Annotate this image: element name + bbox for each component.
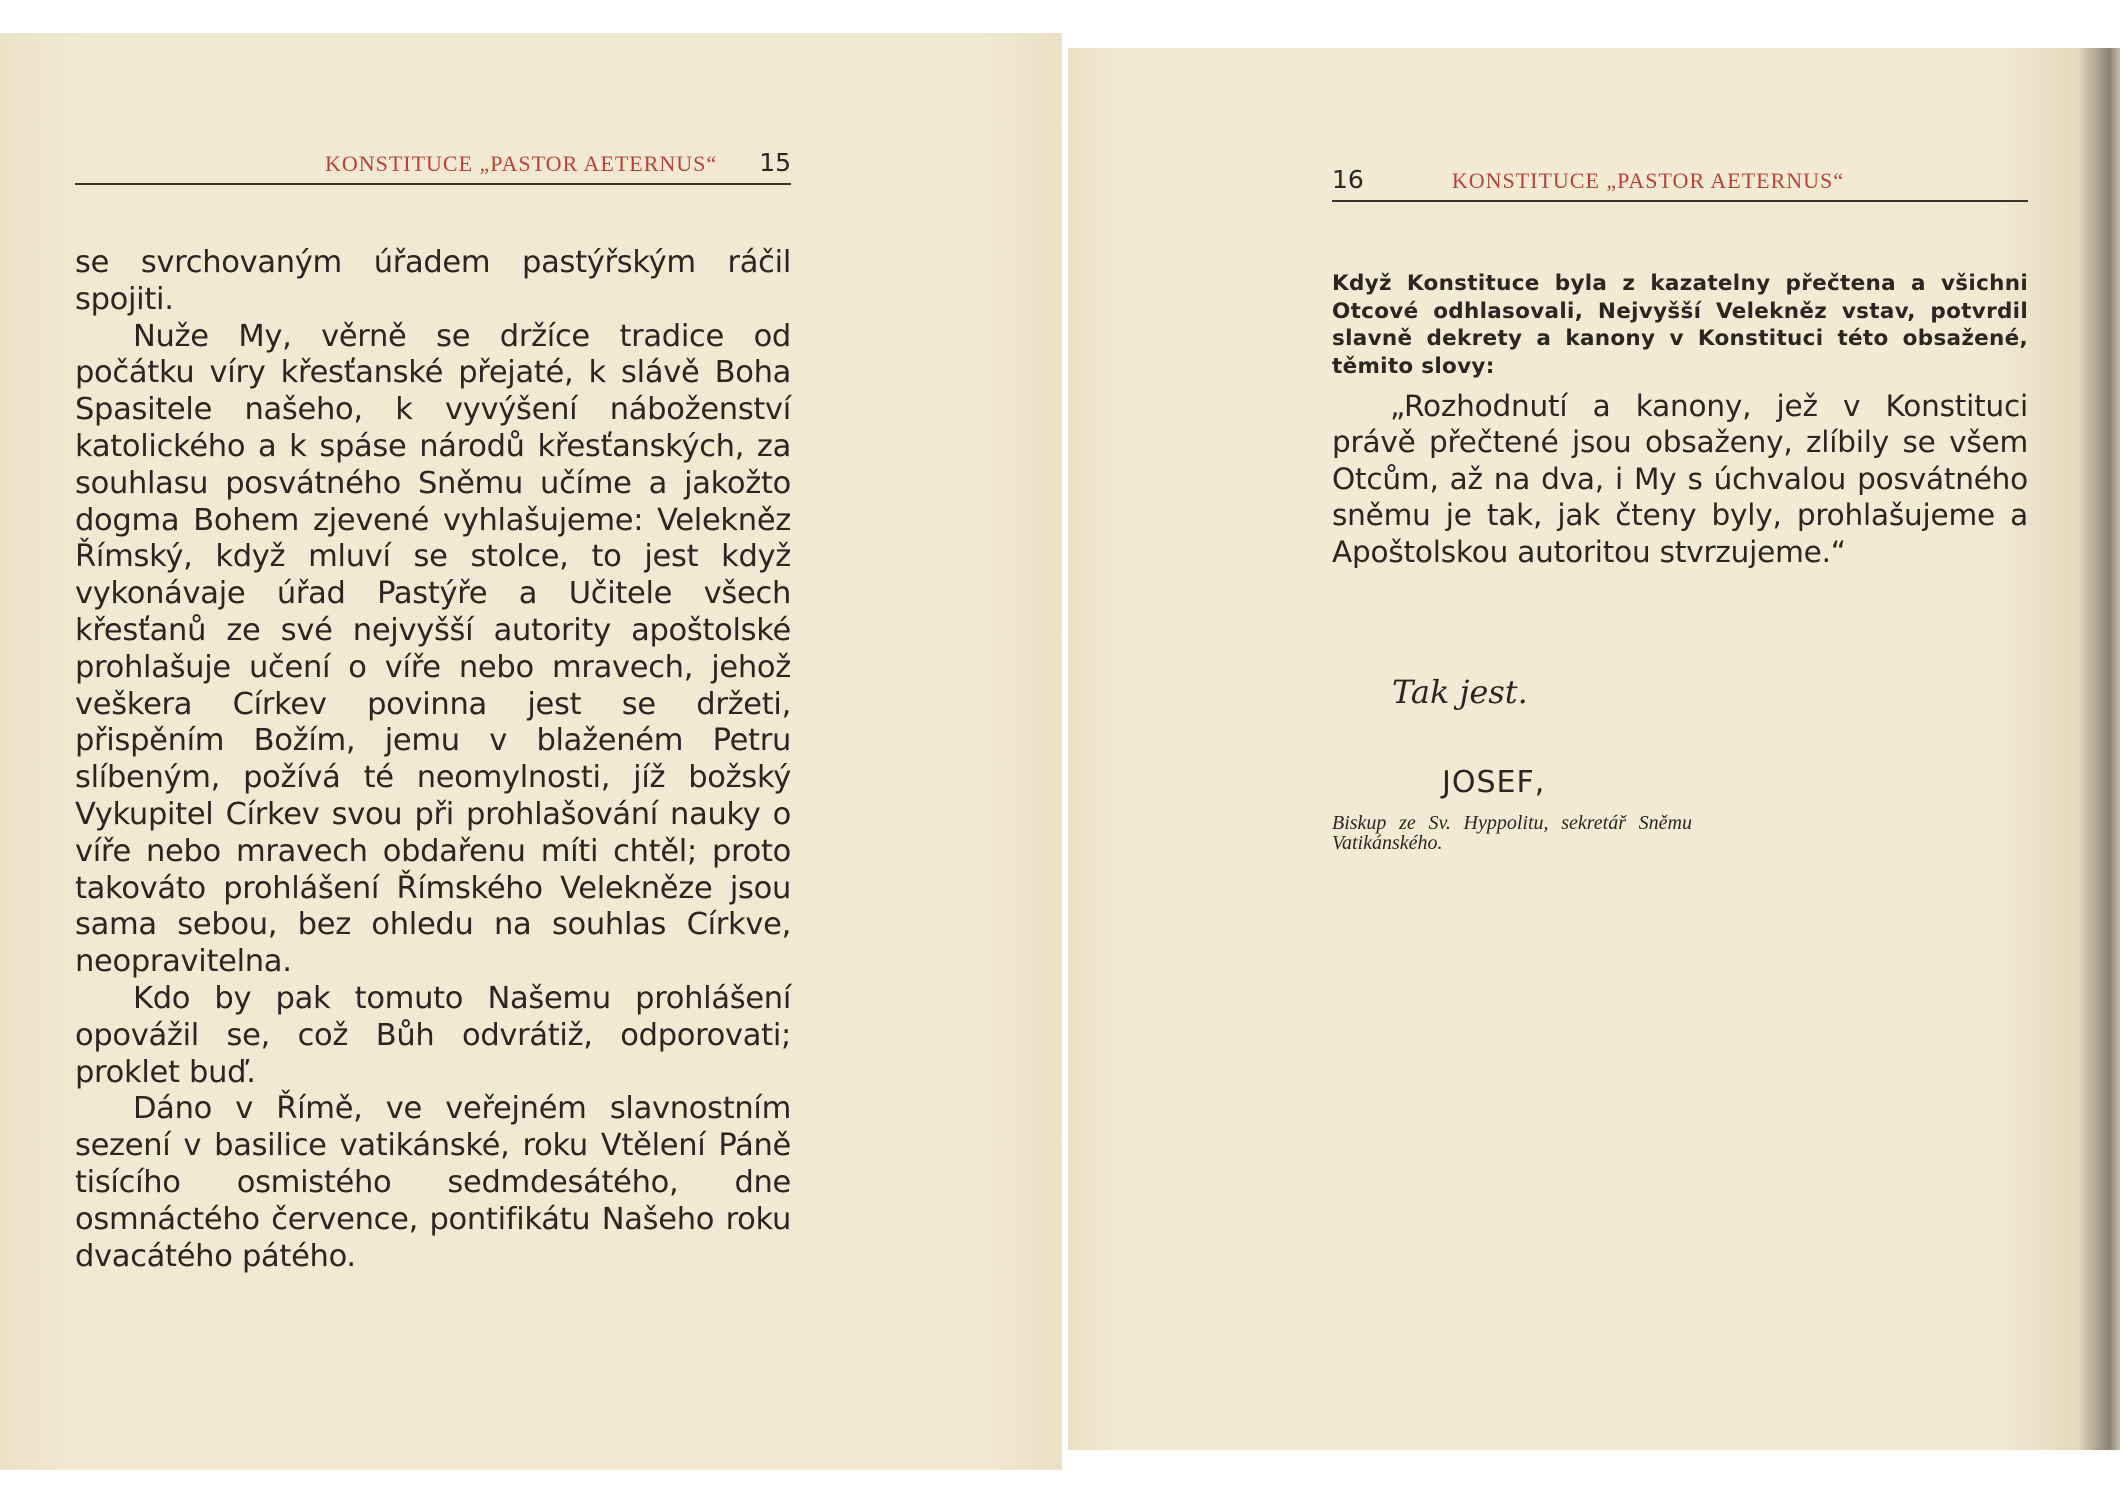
page-header-left	[75, 148, 791, 185]
intro-paragraph: Když Konstituce byla z kazatelny přečtena a všichni Otcové odhlasovali, Nejvyšší Velekněz vstav, potvrdil slavně dekrety a kanony v Konstituci této obsažené, těmito slovy:	[1332, 271, 2028, 379]
left-page	[0, 33, 1062, 1470]
page-header-right	[1332, 165, 2028, 202]
paragraph: Kdo by pak tomuto Našemu prohlášení opovážil se, což Bůh odvrátiž, odporovati; proklet buď.	[75, 980, 791, 1090]
right-page	[1068, 48, 2120, 1450]
paragraph: Dáno v Římě, ve veřejném slavnostním sezení v basilice vatikánské, roku Vtělení Páně tisícího osmistého sedmdesátého, dne osmnáctého července, pontifikátu Našeho roku dvacátého pátého.	[75, 1091, 791, 1274]
page-number: 16	[1332, 165, 1364, 194]
quote-paragraph: „Rozhodnutí a kanony, jež v Konstituci právě přečtené jsou obsaženy, zlíbily se všem Otcům, až na dva, i My s úchvalou posvátného sněmu je tak, jak čteny byly, prohlašujeme a Apoštolskou autoritou stvrzujeme.“	[1332, 389, 2028, 569]
page-number: 15	[759, 148, 791, 177]
paragraph: se svrchovaným úřadem pastýřským ráčil spojiti.	[75, 245, 791, 317]
running-title: KONSTITUCE „PASTOR AETERNUS“	[324, 151, 718, 176]
running-title: KONSTITUCE „PASTOR AETERNUS“	[1451, 168, 1845, 193]
paragraph: Nuže My, věrně se držíce tradice od počátku víry křesťanské přejaté, k slávě Boha Spasitele našeho, k vyvýšení náboženství katolického a k spáse národů křesťanských, za souhlasu posvátného Sněmu učíme a jakožto dogma Bohem zjevené vyhlašujeme: Velekněz Římský, když mluví se stolce, to jest když vykonávaje úřad Pastýře a Učitele všech křesťanů ze své nejvyšší autority apoštolské prohlašuje učení o víře nebo mravech, jehož veškera Církev povinna jest se držeti, přispěním Božím, jemu v blaženém Petru slíbeným, požívá té neomylnosti, jíž božský Vykupitel Církev svou při prohlašování nauky o víře nebo mravech obdařenu míti chtěl; proto takováto prohlášení Římského Velekněze jsou sama sebou, bez ohledu na souhlas Církve, neopravitelna.	[75, 318, 791, 980]
signer-title: Biskup ze Sv. Hyppolitu, sekretář Sněmu Vatikánského.	[1332, 812, 1692, 854]
closing-phrase: Tak jest.	[1392, 673, 1528, 711]
left-page-body	[75, 245, 791, 1275]
signer-name: JOSEF,	[1442, 765, 1546, 800]
